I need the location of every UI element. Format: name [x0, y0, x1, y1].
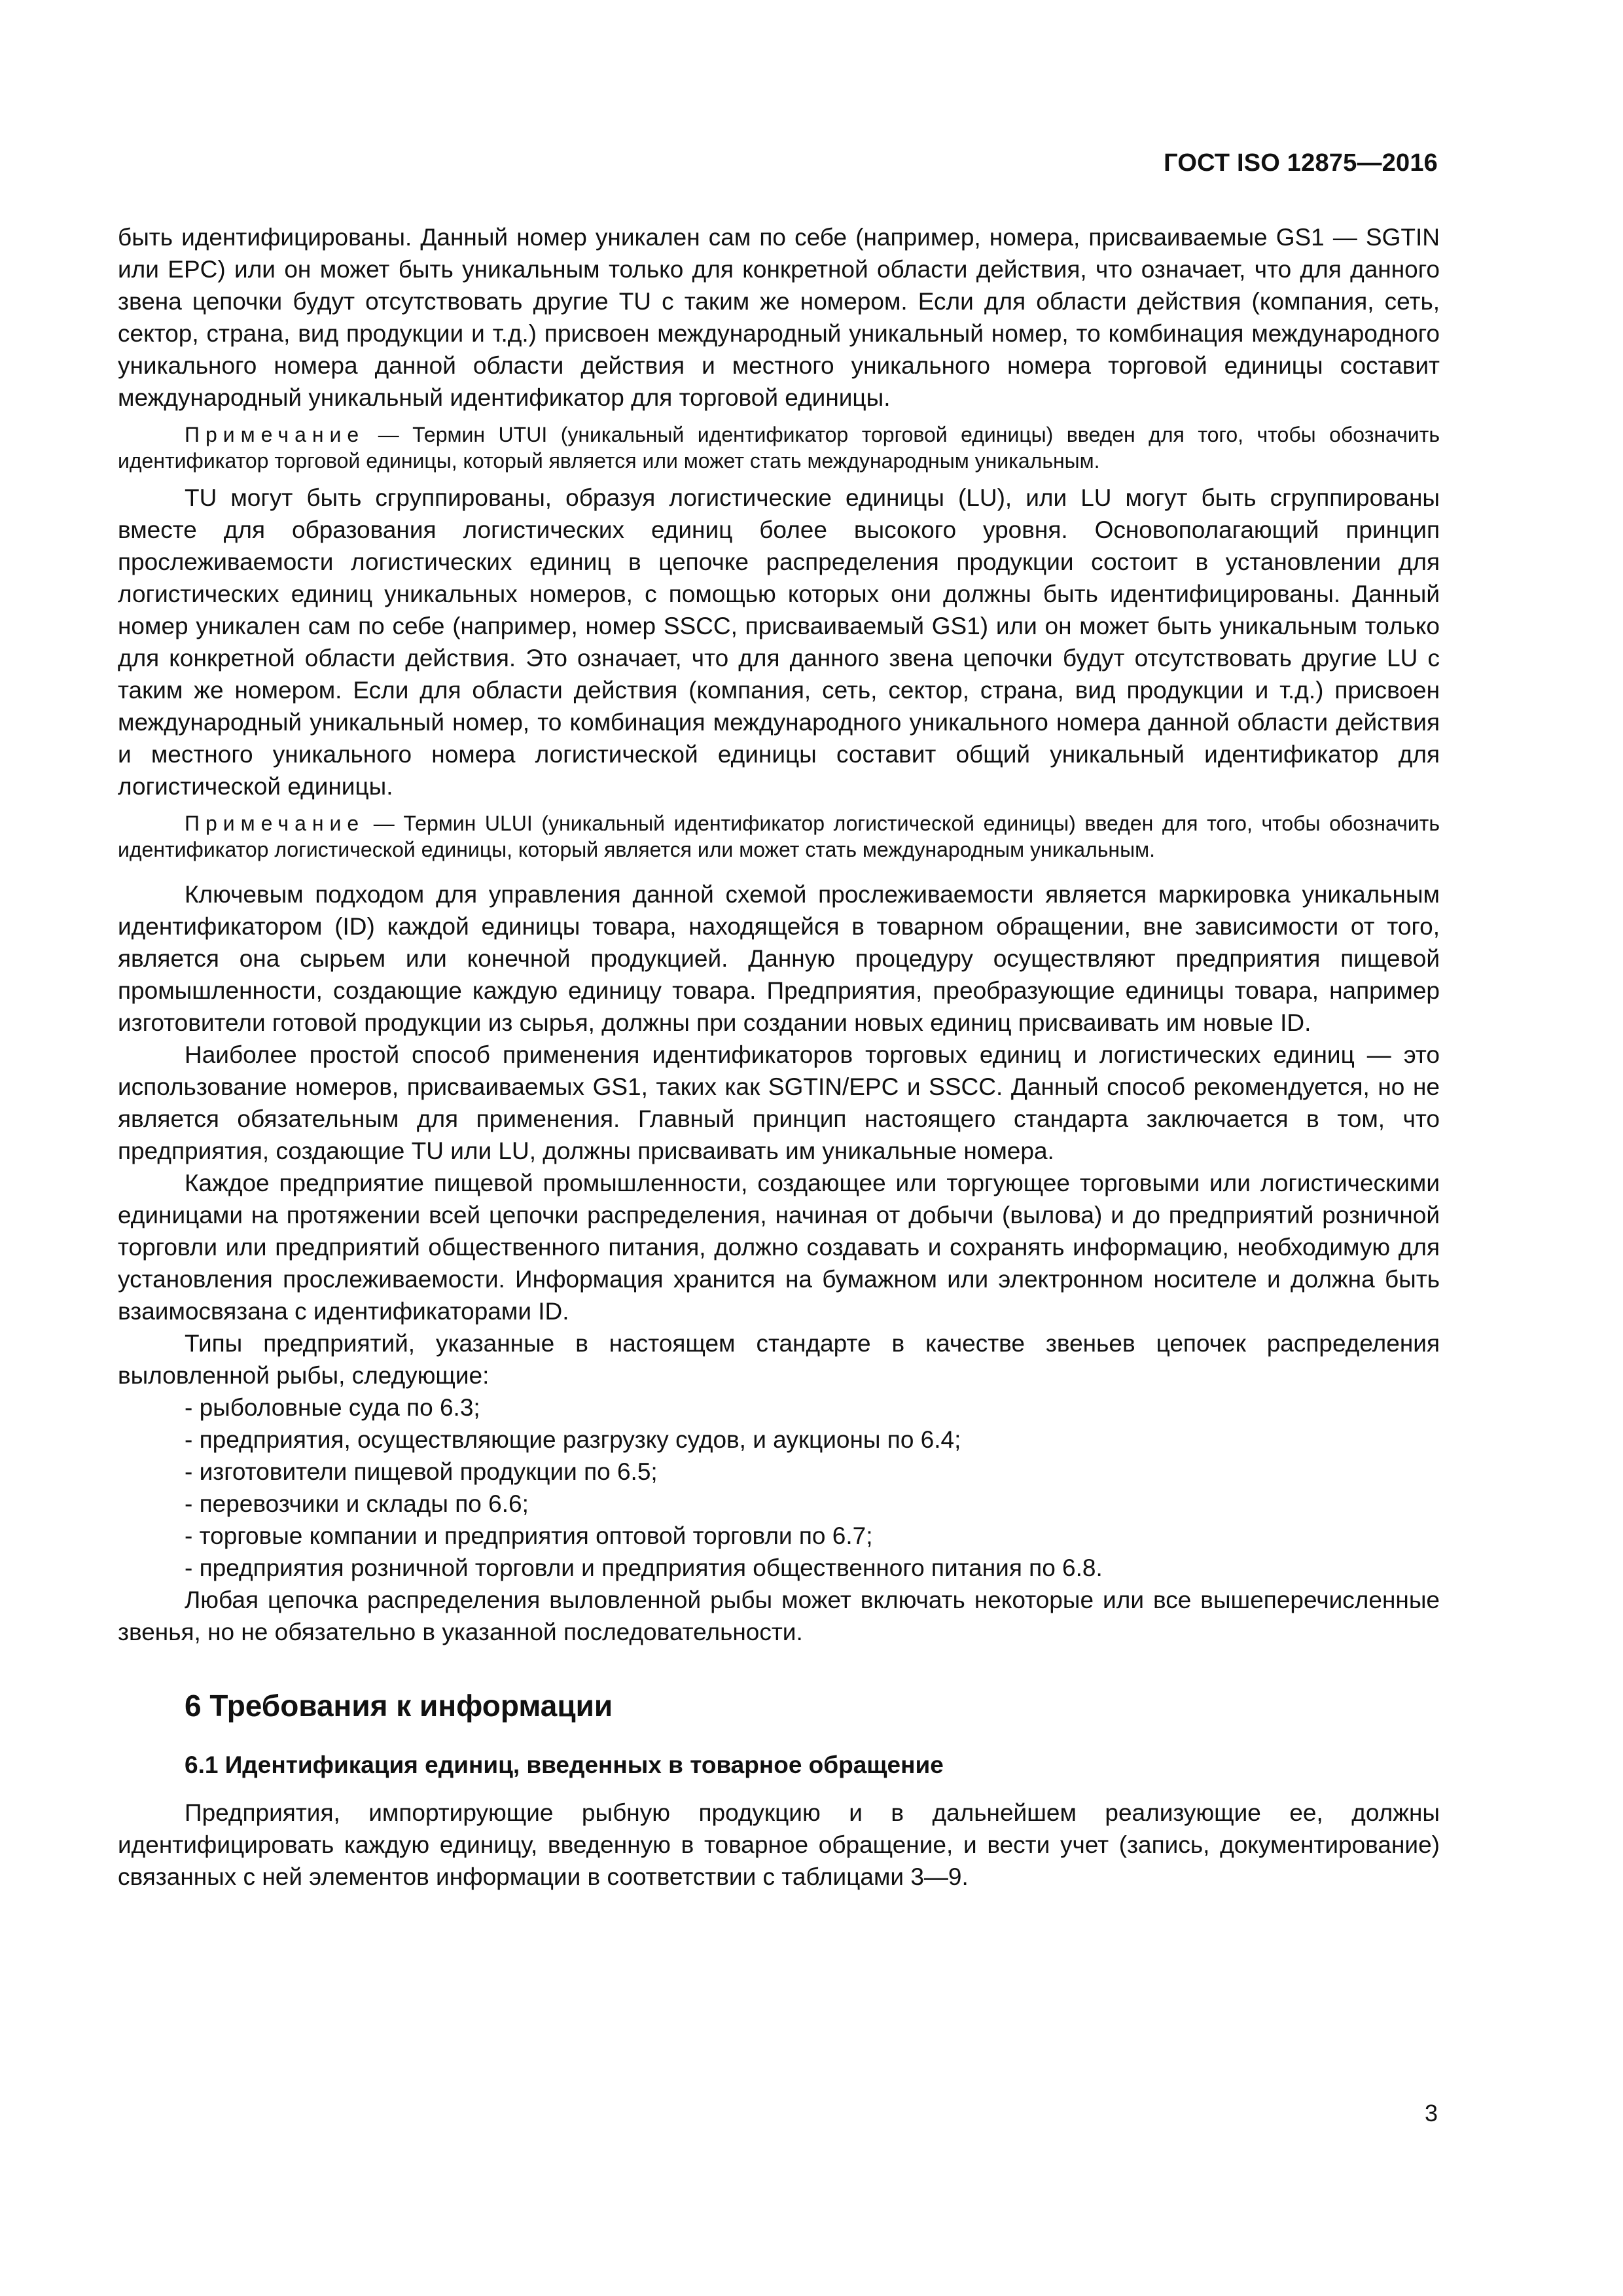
list-item: - торговые компании и предприятия оптовой торговли по 6.7;	[185, 1522, 873, 1549]
paragraph-lu-grouping: TU могут быть сгруппированы, образуя логистические единицы (LU), или LU могут быть сгруппированы вместе для образования логистических единиц более высокого уровня. Основополагающий принцип прослеживаемости логистических единиц в цепочке распределения продукции состоит в установлении для логистических единиц уникальных номеров, с помощью которых они должны быть идентифицированы. Данный номер уникален сам по себе (например, номер SSCC, присваиваемый GS1) или он может быть уникальным только для конкретной области действия. Это означает, что для данного звена цепочки будут отсутствовать другие LU с таким же номером. Если для области действия (компания, сеть, сектор, страна, вид продукции и т.д.) присвоен международный уникальный номер, то комбинация международного уникального номера данной области действия и местного уникального номера логистической единицы составит общий уникальный идентификатор для логистической единицы.	[118, 484, 1440, 800]
list-item: - изготовители пищевой продукции по 6.5;	[185, 1458, 658, 1485]
list-item: - предприятия, осуществляющие разгрузку судов, и аукционы по 6.4;	[185, 1426, 961, 1453]
paragraph-any-chain: Любая цепочка распределения выловленной рыбы может включать некоторые или все вышеперечисленные звенья, но не обязательно в указанной последовательности.	[118, 1587, 1440, 1645]
list-item: - перевозчики и склады по 6.6;	[185, 1490, 529, 1517]
note-text: — Термин UTUI (уникальный идентификатор торговой единицы) введен для того, чтобы обозначить идентификатор торговой единицы, который является или может стать международным уникальным.	[118, 423, 1440, 473]
list-item: - рыболовные суда по 6.3;	[185, 1394, 480, 1421]
paragraph-tu-identification: быть идентифицированы. Данный номер уникален сам по себе (например, номера, присваиваемые GS1 — SGTIN или EPC) или он может быть уникальным только для конкретной области действия, что означает, что для данного звена цепочки будут отсутствовать другие TU с таким же номером. Если для области действия (компания, сеть, сектор, страна, вид продукции и т.д.) присвоен международный уникальный номер, то комбинация международного уникального номера данной области действия и местного уникального номера торговой единицы составит международный уникальный идентификатор для торговой единицы.	[118, 224, 1440, 411]
page-number: 3	[1424, 2100, 1438, 2126]
paragraph-enterprise-types: Типы предприятий, указанные в настоящем стандарте в качестве звеньев цепочек распределения выловленной рыбы, следующие:	[118, 1330, 1440, 1389]
paragraph-importers: Предприятия, импортирующие рыбную продукцию и в дальнейшем реализующие ее, должны идентифицировать каждую единицу, введенную в товарное обращение, и вести учет (запись, документирование) связанных с ней элементов информации в соответствии с таблицами 3—9.	[118, 1799, 1440, 1890]
note-label: Примечание	[185, 423, 365, 446]
subsection-heading: 6.1 Идентификация единиц, введенных в товарное обращение	[185, 1751, 944, 1778]
section-heading: 6 Требования к информации	[185, 1689, 613, 1723]
list-item: - предприятия розничной торговли и предприятия общественного питания по 6.8.	[185, 1554, 1103, 1581]
paragraph-each-enterprise: Каждое предприятие пищевой промышленности, создающее или торгующее торговыми или логистическими единицами на протяжении всей цепочки распределения, начиная от добычи (вылова) и до предприятий розничной торговли или предприятий общественного питания, должно создавать и сохранять информацию, необходимую для установления прослеживаемости. Информация хранится на бумажном или электронном носителе и должна быть взаимосвязана с идентификаторами ID.	[118, 1170, 1440, 1325]
note-ului	[118, 810, 1440, 863]
note-text: — Термин ULUI (уникальный идентификатор логистической единицы) введен для того, чтобы обозначить идентификатор логистической единицы, который является или может стать международным уникальным.	[118, 812, 1440, 861]
note-utui	[118, 422, 1440, 474]
document-body	[118, 221, 1440, 1893]
paragraph-key-approach: Ключевым подходом для управления данной схемой прослеживаемости является маркировка уникальным идентификатором (ID) каждой единицы товара, находящейся в товарном обращении, вне зависимости от того, является она сырьем или конечной продукцией. Данную процедуру осуществляют предприятия пищевой промышленности, создающие каждую единицу товара. Предприятия, преобразующие единицы товара, например изготовители готовой продукции из сырья, должны при создании новых единиц присваивать им новые ID.	[118, 881, 1440, 1036]
enterprise-types-list	[118, 1391, 1440, 1584]
paragraph-simplest-method: Наиболее простой способ применения идентификаторов торговых единиц и логистических единиц — это использование номеров, присваиваемых GS1, таких как SGTIN/EPC и SSCC. Данный способ рекомендуется, но не является обязательным для применения. Главный принцип настоящего стандарта заключается в том, что предприятия, создающие TU или LU, должны присваивать им уникальные номера.	[118, 1041, 1440, 1164]
standard-code-header: ГОСТ ISO 12875—2016	[1164, 149, 1438, 177]
note-label: Примечание	[185, 812, 365, 835]
